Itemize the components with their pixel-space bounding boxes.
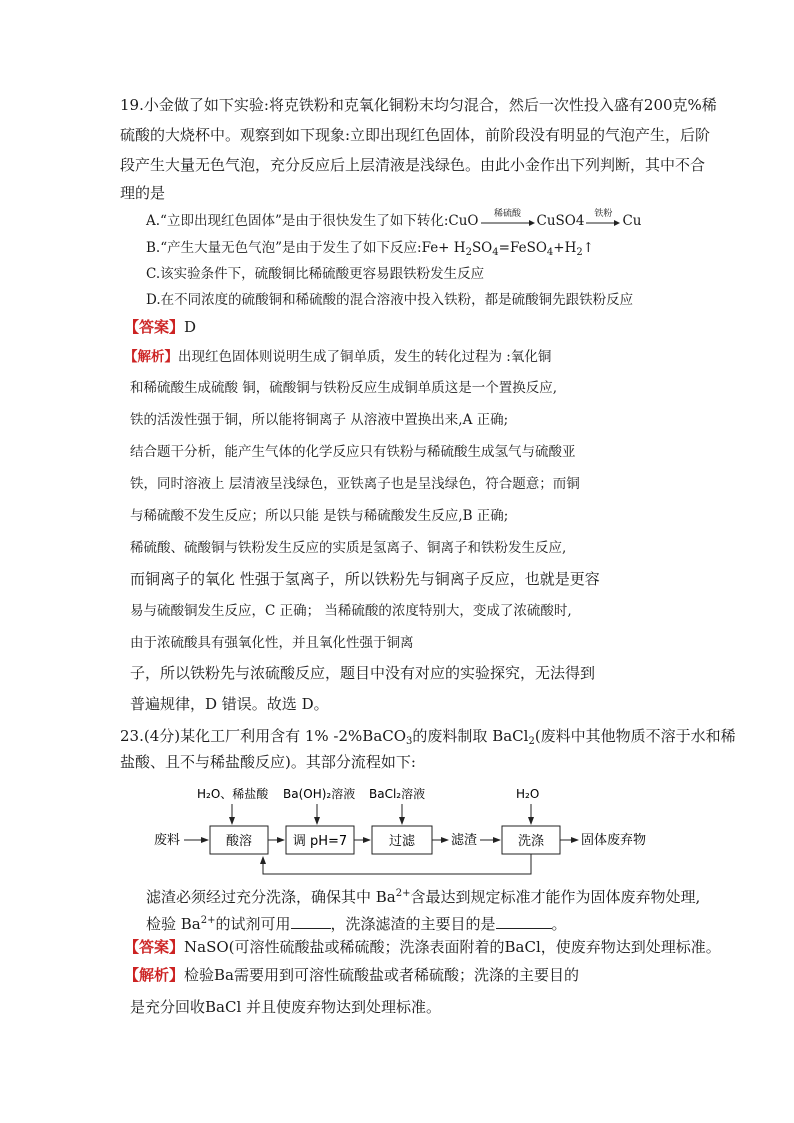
process-flow-diagram	[150, 780, 680, 890]
sub: 2	[528, 736, 535, 747]
flow-start-label: 废料	[154, 833, 181, 848]
q19-explanation-4: 结合题干分析，能产生气体的化学反应只有铁粉与稀硫酸生成氢气与硫酸亚	[130, 444, 576, 460]
q19-line-2: 硫酸的大烧杯中。观察到如下现象:立即出现红色固体，前阶段没有明显的气泡产生，后阶	[120, 126, 711, 144]
q23-explanation-2: 是充分回收BaCl 并且使废弃物达到处理标准。	[130, 998, 442, 1016]
q19-explanation-8: 而铜离子的氧化 性强于氢离子，所以铁粉先与铜离子反应，也就是更容	[130, 570, 600, 588]
answer-tag: 【答案】	[124, 318, 185, 336]
formula-part: SO	[471, 240, 493, 256]
q19-explanation-1	[124, 347, 551, 367]
q19-explanation-6: 与稀硫酸不发生反应；所以只能 是铁与稀硫酸发生反应,B 正确;	[130, 508, 509, 524]
reaction-arrow-2	[586, 208, 620, 228]
q19-answer	[124, 317, 196, 337]
q23-answer	[124, 937, 721, 957]
input-label-2: Ba(OH)₂溶液	[283, 787, 356, 801]
sup: 2+	[200, 915, 216, 926]
q19-explanation-2: 和稀硫酸生成硫酸 铜，硫酸铜与铁粉反应生成铜单质这是一个置换反应,	[130, 380, 558, 396]
explanation-tag: 【解析】	[124, 349, 178, 365]
explanation-text: 检验Ba需要用到可溶性硫酸盐或者稀硫酸；洗涤的主要目的	[184, 966, 579, 984]
arrow-label-1: 稀硫酸	[493, 208, 521, 219]
formula-part: =FeSO	[498, 240, 547, 256]
input-label-4: H₂O	[516, 787, 540, 801]
q23-text: 含最达到规定标准才能作为固体废弃物处理,	[410, 888, 701, 906]
q23-text: 的废料制取 BaCl	[412, 727, 529, 745]
q23-text: 。	[551, 915, 567, 933]
gas-arrow: ↑	[582, 240, 595, 256]
arrow-label-2: 铁粉	[594, 208, 613, 219]
step-label-2: 调 pH=7	[292, 834, 348, 849]
q19-line-1: 19.小金做了如下实验:将克铁粉和克氧化铜粉末均匀混合，然后一次性投入盛有200克%稀	[120, 96, 717, 114]
q19-explanation-5: 铁，同时溶液上 层清液呈浅绿色，亚铁离子也是呈浅绿色，符合题意；而铜	[130, 476, 580, 492]
q23-text: ，洗涤滤渣的主要目的是	[330, 915, 496, 933]
formula-cuso4: CuSO4	[536, 213, 585, 229]
q19-explanation-12: 普遍规律，D 错误。故选 D。	[130, 695, 329, 713]
q19-explanation-9: 易与硫酸铜发生反应，C 正确； 当稀硫酸的浓度特别大，变成了浓硫酸时,	[130, 603, 572, 619]
q19-explanation-3: 铁的活泼性强于铜，所以能将铜离子 从溶液中置换出来,A 正确;	[130, 412, 509, 428]
q19-explanation-11: 子，所以铁粉先与浓硫酸反应，题目中没有对应的实验探究，无法得到	[130, 664, 596, 682]
q23-text: (废料中其他物质不溶于水和稀	[534, 727, 736, 745]
q23-paragraph-1	[146, 884, 700, 907]
step-label-3: 过滤	[388, 834, 416, 849]
sub: 2	[576, 247, 583, 258]
formula-cu: Cu	[622, 213, 642, 229]
sub: 2	[465, 247, 472, 258]
q19-option-c: C.该实验条件下，硫酸铜比稀硫酸更容易跟铁粉发生反应	[146, 266, 485, 282]
q23-text: 23.(4分)某化工厂利用含有 1% -2%BaCO	[120, 727, 407, 745]
step-label-4: 洗涤	[517, 834, 545, 849]
sub: 3	[406, 736, 413, 747]
answer-blank-1[interactable]	[291, 914, 331, 929]
answer-blank-2[interactable]	[496, 914, 552, 929]
q23-paragraph-2	[146, 911, 567, 934]
flow-mid-label: 滤渣	[451, 833, 478, 848]
q19-explanation-10: 由于浓硫酸具有强氧化性，并且氧化性强于铜离	[130, 635, 414, 651]
q23-line-1	[120, 726, 736, 752]
explanation-text: 出现红色固体则说明生成了铜单质，发生的转化过程为 :氧化铜	[178, 349, 552, 365]
sub: 4	[492, 247, 499, 258]
q23-text: 检验 Ba	[146, 915, 201, 933]
q19-option-d: D.在不同浓度的硫酸铜和稀硫酸的混合溶液中投入铁粉，都是硫酸铜先跟铁粉反应	[146, 292, 634, 308]
q19-line-4: 理的是	[120, 184, 166, 202]
q23-line-2: 盐酸、且不与稀盐酸反应)。其部分流程如下:	[120, 753, 416, 771]
q23-explanation-1	[124, 965, 579, 985]
q19-explanation-7: 稀硫酸、硫酸铜与铁粉发生反应的实质是氢离子、铜离子和铁粉发生反应,	[130, 540, 567, 556]
q19-option-a	[146, 208, 642, 231]
sub: 4	[546, 247, 554, 258]
flow-end-label: 固体废弃物	[581, 833, 647, 848]
q19-option-b	[146, 238, 594, 263]
reaction-arrow-1	[481, 208, 535, 228]
answer-tag: 【答案】	[124, 938, 185, 956]
q23-text: 滤渣必须经过充分洗涤，确保其中 Ba	[146, 888, 396, 906]
formula-part: +H	[553, 240, 577, 256]
sup: 2+	[395, 888, 411, 899]
input-label-1: H₂O、稀盐酸	[197, 787, 269, 801]
option-a-text: A.“立即出现红色固体”是由于很快发生了如下转化:	[146, 213, 449, 229]
explanation-tag: 【解析】	[124, 966, 185, 984]
q23-text: 的试剂可用	[215, 915, 291, 933]
q19-line-3: 段产生大量无色气泡，充分反应后上层清液是浅绿色。由此小金作出下列判断，其中不合	[120, 156, 706, 174]
answer-value: D	[184, 318, 197, 336]
answer-value: NaSO(可溶性硫酸盐或稀硫酸；洗涤表面附着的BaCl，使废弃物达到处理标准。	[184, 938, 721, 956]
option-b-text: B.“产生大量无色气泡”是由于发生了如下反应:Fe+ H	[146, 240, 466, 256]
step-label-1: 酸溶	[225, 834, 253, 849]
input-label-3: BaCl₂溶液	[369, 787, 426, 801]
formula-cuo: CuO	[448, 213, 479, 229]
recycle-arrow	[263, 854, 531, 874]
